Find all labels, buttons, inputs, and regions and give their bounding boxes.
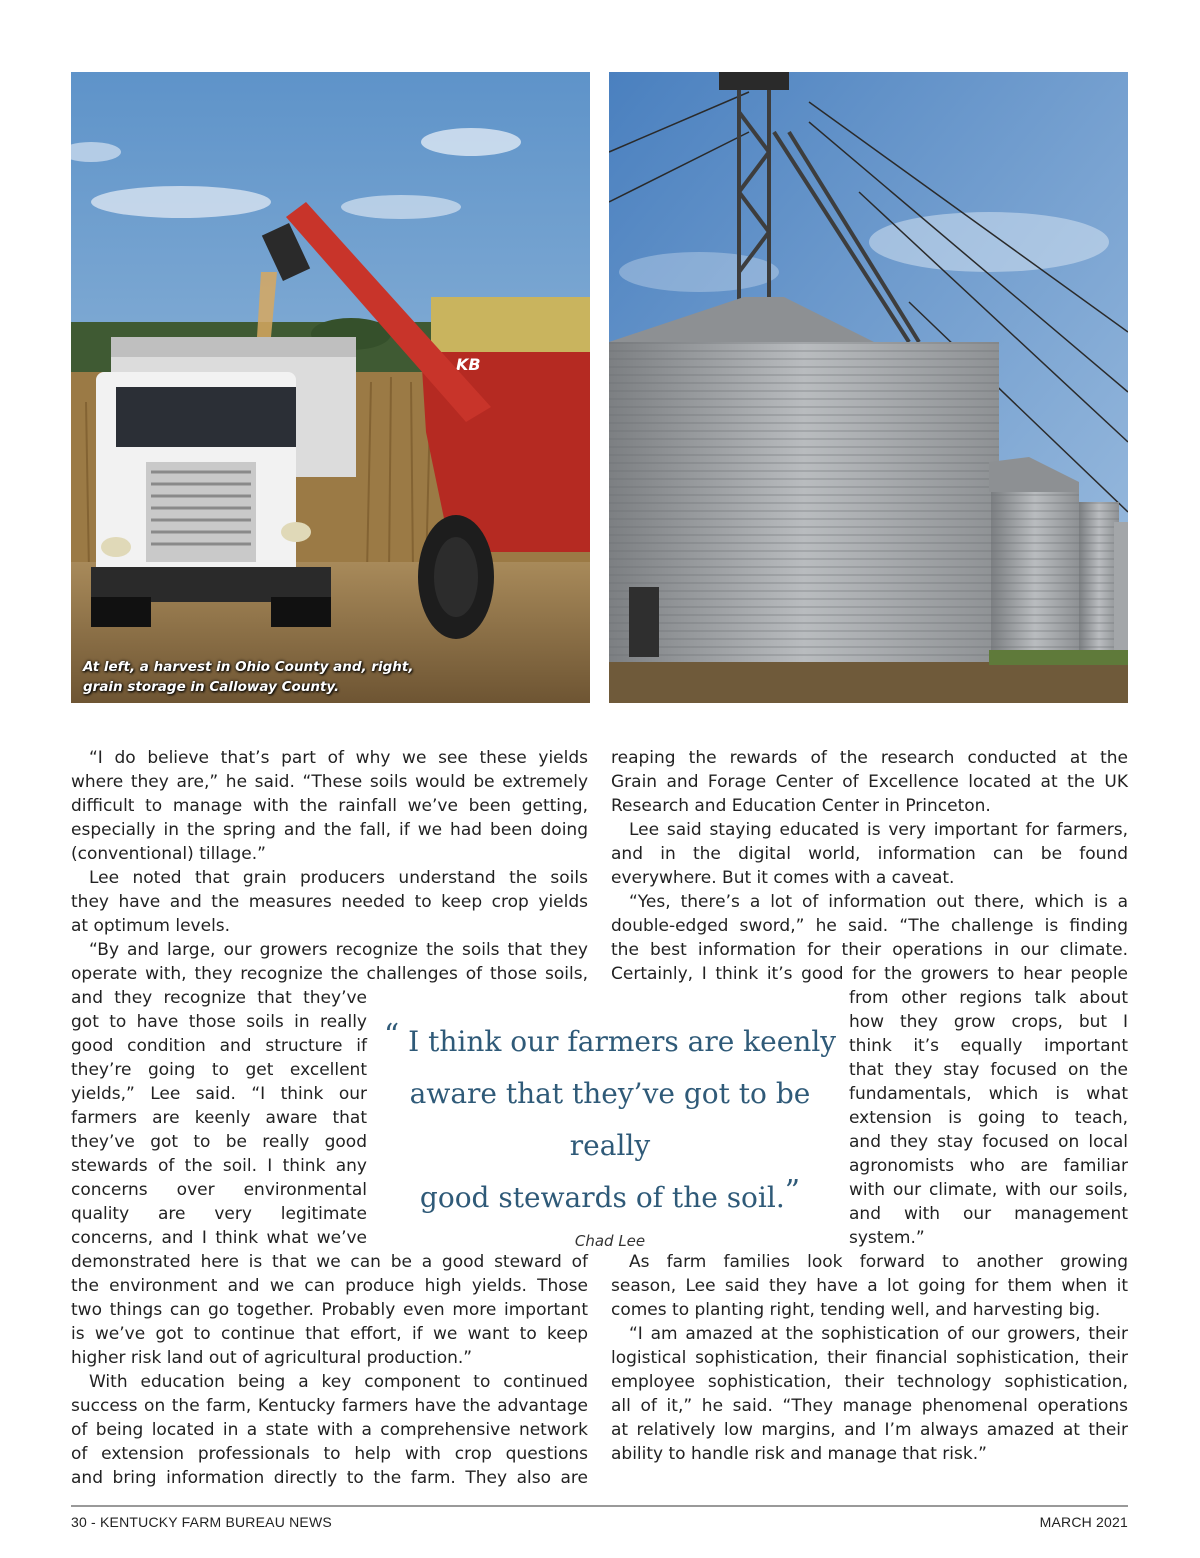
text-line: difficult to manage with the rainfall we’ve been getting,: [71, 796, 588, 816]
text-line: and with our management: [849, 1204, 1128, 1224]
footer-rule: [71, 1505, 1128, 1507]
text-line: logistical sophistication, their financial sophistication, their: [611, 1348, 1128, 1368]
article-left-wrap: [71, 986, 367, 1250]
text-line: from other regions talk about: [849, 988, 1128, 1008]
article-left-column: [71, 746, 588, 986]
text-line: is we’ve got to continue that effort, if we want to keep: [71, 1324, 588, 1344]
text-line: “Yes, there’s a lot of information out there, which is a: [629, 892, 1128, 912]
article-right-column: [611, 746, 1128, 986]
close-quote-mark: ”: [784, 1174, 801, 1209]
photo-caption: [83, 657, 413, 697]
text-line: agronomists who are familiar: [849, 1156, 1128, 1176]
text-line: Certainly, I think it’s good for the growers to hear people: [611, 964, 1128, 984]
paragraph: [71, 1250, 588, 1370]
text-line: operate with, they recognize the challenges of those soils,: [71, 964, 588, 984]
text-line: (conventional) tillage.”: [71, 844, 266, 864]
pull-quote-text: I think our farmers are keenly: [408, 1025, 837, 1058]
caption-line-2: grain storage in Calloway County.: [83, 679, 340, 695]
text-line: everywhere. But it comes with a caveat.: [611, 868, 955, 888]
text-line: think it’s equally important: [849, 1036, 1128, 1056]
text-line: farmers are keenly aware that: [71, 1108, 367, 1128]
article-right-wrap: [849, 986, 1128, 1250]
text-line: they’re going to get excellent: [71, 1060, 367, 1080]
pull-quote-line-3: [382, 1172, 838, 1224]
text-line: how they grow crops, but I: [849, 1012, 1128, 1032]
text-line: reaping the rewards of the research conducted at the: [611, 748, 1128, 768]
text-line: two things can go together. Probably even more important: [71, 1300, 588, 1320]
pull-quote-text: good stewards of the soil.: [419, 1181, 785, 1214]
text-line: concerns, and I think what we’ve: [71, 1228, 367, 1248]
text-line: Grain and Forage Center of Excellence located at the UK: [611, 772, 1128, 792]
paragraph: [611, 746, 1128, 818]
paragraph: [611, 1322, 1128, 1466]
text-line: ability to handle risk and manage that risk.”: [611, 1444, 987, 1464]
text-line: the environment and we can produce high yields. Those: [71, 1276, 588, 1296]
text-line: at relatively low margins, and I’m always amazed at their: [611, 1420, 1128, 1440]
text-line: fundamentals, which is what: [849, 1084, 1128, 1104]
text-line: quality are very legitimate: [71, 1204, 367, 1224]
pull-quote-line-2: aware that they’ve got to be really: [409, 1077, 811, 1162]
text-line: system.”: [849, 1228, 925, 1248]
text-line: “By and large, our growers recognize the soils that they: [89, 940, 588, 960]
text-line: at optimum levels.: [71, 916, 231, 936]
pull-quote-line-1: [382, 1016, 838, 1068]
grain-storage-photo: [609, 72, 1128, 703]
text-line: good condition and structure if: [71, 1036, 367, 1056]
text-line: extension is going to teach,: [849, 1108, 1128, 1128]
text-line: With education being a key component to continued: [89, 1372, 588, 1392]
harvest-photo: [71, 72, 590, 703]
text-line: yields,” Lee said. “I think our: [71, 1084, 367, 1104]
text-line: that they stay focused on the: [849, 1060, 1128, 1080]
text-line: success on the farm, Kentucky farmers have the advantage: [71, 1396, 588, 1416]
article-right-lower: [611, 1250, 1128, 1466]
text-line: and they stay focused on local: [849, 1132, 1128, 1152]
article-left-lower: [71, 1250, 588, 1490]
caption-line-1: At left, a harvest in Ohio County and, right,: [83, 659, 414, 675]
paragraph: [71, 1370, 588, 1490]
text-line: all of it,” he said. “They manage phenomenal operations: [611, 1396, 1128, 1416]
text-line: concerns over environmental: [71, 1180, 367, 1200]
text-line: got to have those soils in really: [71, 1012, 367, 1032]
text-line: they’ve got to be really good: [71, 1132, 367, 1152]
text-line: the best information for their operations in our climate.: [611, 940, 1128, 960]
text-line: especially in the spring and the fall, if we had been doing: [71, 820, 588, 840]
text-line: where they are,” he said. “These soils would be extremely: [71, 772, 588, 792]
text-line: and bring information directly to the farm. They also are: [71, 1468, 588, 1488]
paragraph: [611, 818, 1128, 890]
paragraph: [71, 746, 588, 866]
paragraph: [71, 866, 588, 938]
text-line: demonstrated here is that we can be a good steward of: [71, 1252, 588, 1272]
open-quote-mark: “: [383, 1018, 400, 1053]
text-line: of extension professionals to help with crop questions: [71, 1444, 588, 1464]
text-line: with our climate, with our soils,: [849, 1180, 1128, 1200]
text-line: of being located in a state with a comprehensive network: [71, 1420, 588, 1440]
text-line: and in the digital world, information can be found: [611, 844, 1128, 864]
text-line: stewards of the soil. I think any: [71, 1156, 367, 1176]
text-line: higher risk land out of agricultural production.”: [71, 1348, 473, 1368]
pull-quote: [382, 1016, 838, 1250]
text-line: double-edged sword,” he said. “The challenge is finding: [611, 916, 1128, 936]
text-line: “I am amazed at the sophistication of our growers, their: [629, 1324, 1128, 1344]
text-line: As farm families look forward to another growing: [629, 1252, 1128, 1272]
harvest-illustration: [71, 72, 590, 703]
text-line: comes to planting right, tending well, and harvesting big.: [611, 1300, 1101, 1320]
footer-date: MARCH 2021: [1039, 1514, 1128, 1530]
text-line: season, Lee said they have a lot going for them when it: [611, 1276, 1128, 1296]
grain-bin-illustration: [609, 72, 1128, 703]
text-line: Lee noted that grain producers understand the soils: [89, 868, 588, 888]
cart-logo: KB: [456, 355, 481, 374]
text-line: and they recognize that they’ve: [71, 988, 367, 1008]
text-line: Lee said staying educated is very important for farmers,: [629, 820, 1128, 840]
paragraph: [611, 890, 1128, 986]
pull-quote-attribution: Chad Lee: [574, 1232, 646, 1250]
footer-page-info: 30 - KENTUCKY FARM BUREAU NEWS: [71, 1514, 332, 1530]
paragraph: [611, 1250, 1128, 1322]
text-line: they have and the measures needed to keep crop yields: [71, 892, 588, 912]
text-line: Research and Education Center in Princeton.: [611, 796, 991, 816]
text-line: employee sophistication, their technology sophistication,: [611, 1372, 1128, 1392]
text-line: “I do believe that’s part of why we see these yields: [89, 748, 588, 768]
paragraph: [71, 938, 588, 986]
